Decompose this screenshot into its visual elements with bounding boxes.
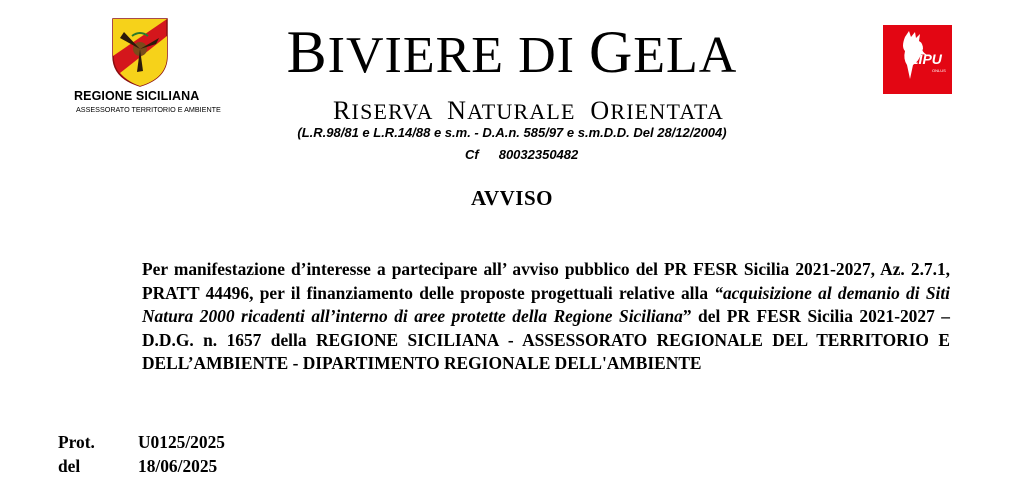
date-row: [58, 456, 217, 477]
lipu-logo: [883, 25, 952, 94]
law-reference: (L.R.98/81 e L.R.14/88 e s.m. - D.A.n. 585/97 e s.m.D.D. Del 28/12/2004): [297, 125, 727, 140]
protocol-number: U0125/2025: [138, 432, 225, 452]
lipu-logo-text: LIPU: [910, 51, 942, 67]
date-value: 18/06/2025: [138, 456, 218, 476]
notice-heading: AVVISO: [471, 186, 553, 210]
region-subtitle: ASSESSORATO TERRITORIO E AMBIENTE: [76, 105, 221, 114]
region-name: REGIONE SICILIANA: [74, 89, 200, 103]
hoopoe-bird-icon: [883, 25, 952, 94]
reserve-subtitle: RISERVA NATURALE ORIENTATA: [333, 96, 725, 125]
date-label: del: [58, 456, 81, 476]
page-title: BIVIERE DI GELA: [286, 19, 738, 85]
protocol-row: [58, 432, 225, 453]
lipu-logo-subtext: ONLUS: [932, 68, 946, 73]
fiscal-code: Cf 80032350482: [465, 147, 579, 162]
protocol-label: Prot.: [58, 432, 95, 452]
notice-body: Per manifestazione d’interesse a partecipare all’ avviso pubblico del PR FESR Sicilia 2021-2027, Az. 2.7.1, PRATT 44496, per il finanziamento delle proposte progettuali relative alla “acquisizione al demanio di Siti Natura 2000 ricadenti all’interno di aree protette della Regione Siciliana” del PR FESR Sicilia 2021-2027 – D.D.G. n. 1657 della REGIONE SICILIANA - ASSESSORATO REGIONALE DEL TERRITORIO E DELL’AMBIENTE - DIPARTIMENTO REGIONALE DELL'AMBIENTE: [142, 259, 950, 373]
